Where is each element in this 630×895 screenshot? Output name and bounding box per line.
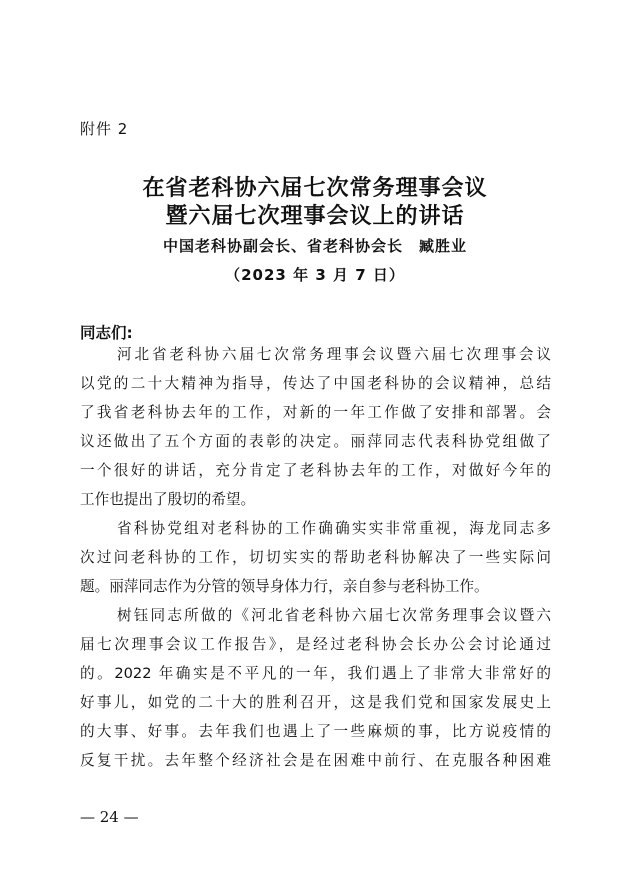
body-line: 届七次理事会议工作报告》，是经过老科协会长办公会讨论通过	[80, 636, 551, 653]
speaker-line: 中国老科协副会长、省老科协会长 臧胜业	[162, 237, 467, 255]
body-line: 反复干扰。去年整个经济社会是在困难中前行、在克服各种困难	[80, 752, 551, 769]
body-line: 以党的二十大精神为指导，传达了中国老科协的会议精神，总结	[80, 375, 551, 392]
body-line: 的大事、好事。去年我们也遇上了一些麻烦的事，比方说疫情的	[80, 723, 551, 740]
salutation: 同志们:	[80, 324, 133, 342]
body-line: 的。2022 年确实是不平凡的一年，我们遇上了非常大非常好的	[80, 665, 551, 682]
attachment-label: 附件 2	[80, 120, 129, 138]
body-line: 议还做出了五个方面的表彰的决定。丽萍同志代表科协党组做了	[80, 433, 551, 450]
body-line: 了我省老科协去年的工作，对新的一年工作做了安排和部署。会	[80, 404, 551, 421]
body-line: 次过问老科协的工作，切切实实的帮助老科协解决了一些实际问	[80, 549, 551, 566]
title-line-2: 暨六届七次理事会议上的讲话	[165, 203, 465, 229]
title-line-1: 在省老科协六届七次常务理事会议	[142, 175, 488, 201]
body-line: 一个很好的讲话，充分肯定了老科协去年的工作，对做好今年的	[80, 462, 551, 479]
body-line: 省科协党组对老科协的工作确确实实非常重视，海龙同志多	[117, 520, 551, 537]
speech-date: （2023 年 3 月 7 日）	[225, 266, 405, 284]
page-number: — 24 —	[80, 808, 139, 826]
body-line: 河北省老科协六届七次常务理事会议暨六届七次理事会议	[117, 346, 551, 363]
body-line: 题。丽萍同志作为分管的领导身体力行，亲自参与老科协工作。	[80, 578, 489, 595]
body-line: 树钰同志所做的《河北省老科协六届七次常务理事会议暨六	[117, 607, 551, 624]
body-line: 好事儿，如党的二十大的胜利召开，这是我们党和国家发展史上	[80, 694, 551, 711]
body-line: 工作也提出了殷切的希望。	[80, 491, 256, 508]
